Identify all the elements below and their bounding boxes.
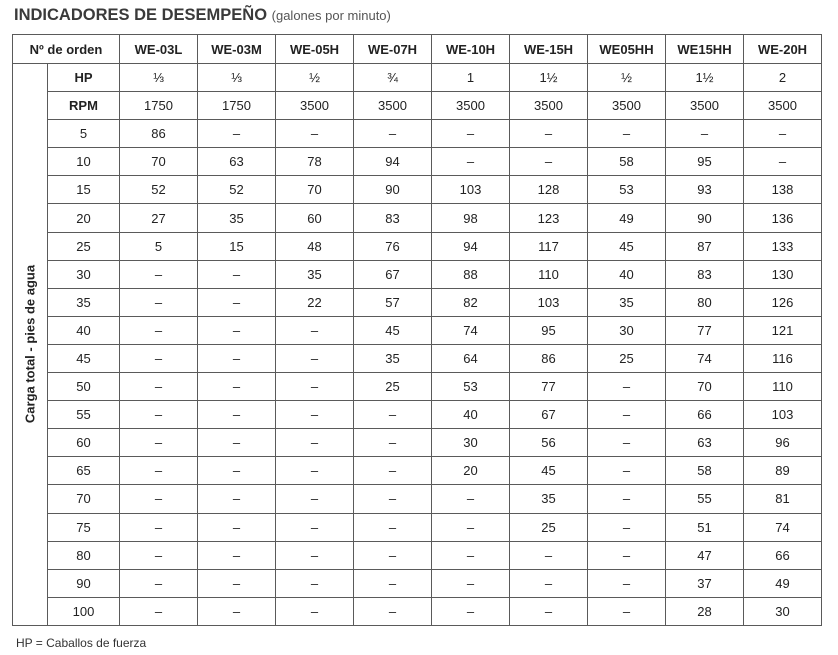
table-cell: – bbox=[120, 288, 198, 316]
table-cell: – bbox=[120, 316, 198, 344]
table-cell: – bbox=[354, 597, 432, 625]
table-cell: – bbox=[198, 288, 276, 316]
table-row bbox=[13, 176, 822, 204]
table-row bbox=[13, 569, 822, 597]
table-cell: 55 bbox=[666, 485, 744, 513]
table-cell: – bbox=[120, 373, 198, 401]
table-cell: 3500 bbox=[354, 92, 432, 120]
table-cell: 1½ bbox=[510, 64, 588, 92]
table-cell: 47 bbox=[666, 541, 744, 569]
table-cell: 22 bbox=[276, 288, 354, 316]
table-cell: – bbox=[588, 401, 666, 429]
table-cell: 90 bbox=[666, 204, 744, 232]
table-cell: 74 bbox=[666, 344, 744, 372]
title-subtitle: (galones por minuto) bbox=[271, 8, 391, 23]
table-cell: 30 bbox=[744, 597, 822, 625]
table-cell: 133 bbox=[744, 232, 822, 260]
table-row bbox=[13, 204, 822, 232]
table-cell: 83 bbox=[666, 260, 744, 288]
page-title bbox=[14, 6, 391, 25]
table-row bbox=[13, 457, 822, 485]
table-cell: 3500 bbox=[276, 92, 354, 120]
row-label: 80 bbox=[48, 541, 120, 569]
table-cell: – bbox=[198, 597, 276, 625]
table-row bbox=[13, 92, 822, 120]
table-cell: 49 bbox=[744, 569, 822, 597]
row-label: 30 bbox=[48, 260, 120, 288]
table-cell: ½ bbox=[588, 64, 666, 92]
table-cell: 89 bbox=[744, 457, 822, 485]
table-cell: – bbox=[588, 373, 666, 401]
table-cell: – bbox=[354, 401, 432, 429]
table-row bbox=[13, 288, 822, 316]
table-cell: – bbox=[198, 457, 276, 485]
table-cell: 30 bbox=[588, 316, 666, 344]
table-cell: 3500 bbox=[744, 92, 822, 120]
table-cell: 96 bbox=[744, 429, 822, 457]
table-cell: – bbox=[198, 429, 276, 457]
table-row bbox=[13, 597, 822, 625]
table-cell: 76 bbox=[354, 232, 432, 260]
table-cell: 27 bbox=[120, 204, 198, 232]
table-cell: – bbox=[120, 457, 198, 485]
table-cell: – bbox=[354, 457, 432, 485]
table-cell: 25 bbox=[510, 513, 588, 541]
table-cell: – bbox=[432, 485, 510, 513]
table-cell: 51 bbox=[666, 513, 744, 541]
table-cell: – bbox=[120, 485, 198, 513]
row-label: 25 bbox=[48, 232, 120, 260]
table-cell: 3500 bbox=[588, 92, 666, 120]
table-cell: 82 bbox=[432, 288, 510, 316]
table-cell: 130 bbox=[744, 260, 822, 288]
vertical-label-text: Carga total - pies de agua bbox=[22, 265, 38, 424]
table-cell: 58 bbox=[588, 148, 666, 176]
table-cell: 103 bbox=[744, 401, 822, 429]
table-cell: – bbox=[120, 513, 198, 541]
model-header: WE-15H bbox=[510, 35, 588, 64]
table-cell: – bbox=[354, 429, 432, 457]
table-cell: – bbox=[588, 513, 666, 541]
table-cell: 37 bbox=[666, 569, 744, 597]
table-cell: 70 bbox=[276, 176, 354, 204]
table-cell: 45 bbox=[510, 457, 588, 485]
table-cell: 110 bbox=[744, 373, 822, 401]
table-cell: 3500 bbox=[666, 92, 744, 120]
table-row bbox=[13, 316, 822, 344]
table-row bbox=[13, 429, 822, 457]
table-cell: – bbox=[276, 597, 354, 625]
table-cell: 35 bbox=[198, 204, 276, 232]
table-cell: – bbox=[588, 120, 666, 148]
table-cell: 5 bbox=[120, 232, 198, 260]
table-cell: 77 bbox=[666, 316, 744, 344]
table-cell: 2 bbox=[744, 64, 822, 92]
table-cell: 28 bbox=[666, 597, 744, 625]
table-cell: 53 bbox=[588, 176, 666, 204]
table-cell: 63 bbox=[666, 429, 744, 457]
table-cell: 66 bbox=[666, 401, 744, 429]
table-cell: – bbox=[120, 429, 198, 457]
table-cell: – bbox=[276, 120, 354, 148]
table-cell: – bbox=[198, 344, 276, 372]
table-cell: ½ bbox=[276, 64, 354, 92]
table-cell: – bbox=[276, 569, 354, 597]
table-cell: – bbox=[198, 513, 276, 541]
table-cell: – bbox=[198, 316, 276, 344]
table-cell: 117 bbox=[510, 232, 588, 260]
table-cell: – bbox=[276, 485, 354, 513]
table-cell: 20 bbox=[432, 457, 510, 485]
table-cell: – bbox=[276, 373, 354, 401]
table-cell: 53 bbox=[432, 373, 510, 401]
table-cell: – bbox=[198, 541, 276, 569]
table-cell: 80 bbox=[666, 288, 744, 316]
table-row bbox=[13, 120, 822, 148]
table-cell: – bbox=[354, 541, 432, 569]
table-cell: 3500 bbox=[510, 92, 588, 120]
table-cell: – bbox=[588, 457, 666, 485]
table-body bbox=[13, 64, 822, 626]
table-cell: 94 bbox=[354, 148, 432, 176]
table-row bbox=[13, 541, 822, 569]
table-cell: 58 bbox=[666, 457, 744, 485]
table-cell: ⅓ bbox=[198, 64, 276, 92]
table-row bbox=[13, 232, 822, 260]
table-cell: 60 bbox=[276, 204, 354, 232]
table-cell: 128 bbox=[510, 176, 588, 204]
table-cell: 57 bbox=[354, 288, 432, 316]
table-cell: 1750 bbox=[198, 92, 276, 120]
table-row bbox=[13, 260, 822, 288]
table-cell: 67 bbox=[354, 260, 432, 288]
table-cell: 56 bbox=[510, 429, 588, 457]
title-text: INDICADORES DE DESEMPEÑO bbox=[14, 6, 268, 24]
table-cell: – bbox=[198, 485, 276, 513]
table-cell: 86 bbox=[120, 120, 198, 148]
row-label: 20 bbox=[48, 204, 120, 232]
table-cell: ¾ bbox=[354, 64, 432, 92]
table-cell: 116 bbox=[744, 344, 822, 372]
row-label: RPM bbox=[48, 92, 120, 120]
table-cell: 87 bbox=[666, 232, 744, 260]
table-cell: 123 bbox=[510, 204, 588, 232]
table-cell: 81 bbox=[744, 485, 822, 513]
table-row bbox=[13, 485, 822, 513]
table-cell: – bbox=[432, 541, 510, 569]
table-cell: – bbox=[510, 148, 588, 176]
row-label: 70 bbox=[48, 485, 120, 513]
table-cell: – bbox=[432, 120, 510, 148]
row-label: 35 bbox=[48, 288, 120, 316]
table-cell: – bbox=[198, 569, 276, 597]
table-cell: 95 bbox=[510, 316, 588, 344]
table-cell: – bbox=[276, 344, 354, 372]
model-header: WE-05H bbox=[276, 35, 354, 64]
table-cell: 74 bbox=[432, 316, 510, 344]
row-label: 65 bbox=[48, 457, 120, 485]
table-cell: 49 bbox=[588, 204, 666, 232]
table-cell: 1½ bbox=[666, 64, 744, 92]
table-cell: 70 bbox=[120, 148, 198, 176]
table-cell: 15 bbox=[198, 232, 276, 260]
table-cell: – bbox=[744, 120, 822, 148]
table-cell: – bbox=[744, 148, 822, 176]
table-cell: – bbox=[276, 316, 354, 344]
row-label: 40 bbox=[48, 316, 120, 344]
table-cell: – bbox=[120, 569, 198, 597]
table-cell: – bbox=[276, 457, 354, 485]
table-cell: 30 bbox=[432, 429, 510, 457]
order-number-header: Nº de orden bbox=[13, 35, 120, 64]
table-cell: – bbox=[198, 401, 276, 429]
row-label: 5 bbox=[48, 120, 120, 148]
table-cell: – bbox=[120, 344, 198, 372]
table-cell: – bbox=[120, 597, 198, 625]
row-label: 55 bbox=[48, 401, 120, 429]
table-cell: – bbox=[510, 569, 588, 597]
table-cell: 48 bbox=[276, 232, 354, 260]
table-cell: – bbox=[354, 569, 432, 597]
model-header: WE05HH bbox=[588, 35, 666, 64]
table-cell: – bbox=[666, 120, 744, 148]
table-cell: 35 bbox=[510, 485, 588, 513]
table-row bbox=[13, 148, 822, 176]
model-header: WE-03M bbox=[198, 35, 276, 64]
table-cell: 35 bbox=[354, 344, 432, 372]
row-label: 100 bbox=[48, 597, 120, 625]
model-header: WE-20H bbox=[744, 35, 822, 64]
table-cell: 1 bbox=[432, 64, 510, 92]
table-cell: – bbox=[510, 541, 588, 569]
table-cell: 103 bbox=[432, 176, 510, 204]
row-label: 45 bbox=[48, 344, 120, 372]
table-cell: 83 bbox=[354, 204, 432, 232]
table-cell: – bbox=[432, 513, 510, 541]
table-cell: – bbox=[276, 401, 354, 429]
table-cell: – bbox=[588, 429, 666, 457]
table-cell: – bbox=[198, 373, 276, 401]
table-cell: – bbox=[198, 260, 276, 288]
table-cell: – bbox=[432, 569, 510, 597]
footer-note: HP = Caballos de fuerza bbox=[16, 636, 147, 650]
table-cell: 67 bbox=[510, 401, 588, 429]
model-header: WE-07H bbox=[354, 35, 432, 64]
table-row bbox=[13, 64, 822, 92]
table-cell: 90 bbox=[354, 176, 432, 204]
table-cell: 45 bbox=[354, 316, 432, 344]
table-cell: 40 bbox=[432, 401, 510, 429]
table-cell: – bbox=[276, 429, 354, 457]
model-header: WE-10H bbox=[432, 35, 510, 64]
table-row bbox=[13, 344, 822, 372]
table-cell: – bbox=[120, 541, 198, 569]
performance-table bbox=[12, 34, 822, 626]
table-cell: – bbox=[588, 485, 666, 513]
table-cell: – bbox=[120, 401, 198, 429]
table-row bbox=[13, 513, 822, 541]
row-label: 15 bbox=[48, 176, 120, 204]
table-cell: 95 bbox=[666, 148, 744, 176]
table-cell: 86 bbox=[510, 344, 588, 372]
table-cell: 3500 bbox=[432, 92, 510, 120]
header-row bbox=[13, 35, 822, 64]
table-row bbox=[13, 373, 822, 401]
table-cell: 52 bbox=[198, 176, 276, 204]
table-cell: 126 bbox=[744, 288, 822, 316]
row-label: HP bbox=[48, 64, 120, 92]
table-cell: – bbox=[354, 513, 432, 541]
table-cell: 77 bbox=[510, 373, 588, 401]
table-cell: 103 bbox=[510, 288, 588, 316]
table-cell: 1750 bbox=[120, 92, 198, 120]
table-cell: 35 bbox=[588, 288, 666, 316]
table-cell: – bbox=[588, 569, 666, 597]
table-cell: – bbox=[276, 541, 354, 569]
table-cell: 93 bbox=[666, 176, 744, 204]
row-label: 50 bbox=[48, 373, 120, 401]
table-cell: 121 bbox=[744, 316, 822, 344]
table-cell: – bbox=[432, 597, 510, 625]
row-label: 75 bbox=[48, 513, 120, 541]
table-cell: 63 bbox=[198, 148, 276, 176]
table-cell: 138 bbox=[744, 176, 822, 204]
table-cell: – bbox=[588, 597, 666, 625]
table-cell: – bbox=[354, 120, 432, 148]
table-cell: 25 bbox=[354, 373, 432, 401]
table-cell: 25 bbox=[588, 344, 666, 372]
table-cell: 88 bbox=[432, 260, 510, 288]
table-cell: – bbox=[510, 597, 588, 625]
table-cell: 45 bbox=[588, 232, 666, 260]
table-cell: ⅓ bbox=[120, 64, 198, 92]
table-cell: 52 bbox=[120, 176, 198, 204]
row-label: 60 bbox=[48, 429, 120, 457]
row-label: 10 bbox=[48, 148, 120, 176]
table-cell: 74 bbox=[744, 513, 822, 541]
table-cell: – bbox=[588, 541, 666, 569]
model-header: WE-03L bbox=[120, 35, 198, 64]
table-cell: 110 bbox=[510, 260, 588, 288]
table-cell: – bbox=[510, 120, 588, 148]
row-label: 90 bbox=[48, 569, 120, 597]
table-cell: 78 bbox=[276, 148, 354, 176]
table-cell: – bbox=[276, 513, 354, 541]
table-cell: 40 bbox=[588, 260, 666, 288]
table-cell: 35 bbox=[276, 260, 354, 288]
table-cell: 136 bbox=[744, 204, 822, 232]
table-cell: 64 bbox=[432, 344, 510, 372]
table-cell: – bbox=[354, 485, 432, 513]
table-cell: 98 bbox=[432, 204, 510, 232]
table-cell: 70 bbox=[666, 373, 744, 401]
table-cell: 94 bbox=[432, 232, 510, 260]
model-header: WE15HH bbox=[666, 35, 744, 64]
table-cell: – bbox=[120, 260, 198, 288]
table-cell: – bbox=[432, 148, 510, 176]
vertical-axis-label bbox=[13, 64, 48, 626]
table-cell: – bbox=[198, 120, 276, 148]
table-cell: 66 bbox=[744, 541, 822, 569]
table-row bbox=[13, 401, 822, 429]
